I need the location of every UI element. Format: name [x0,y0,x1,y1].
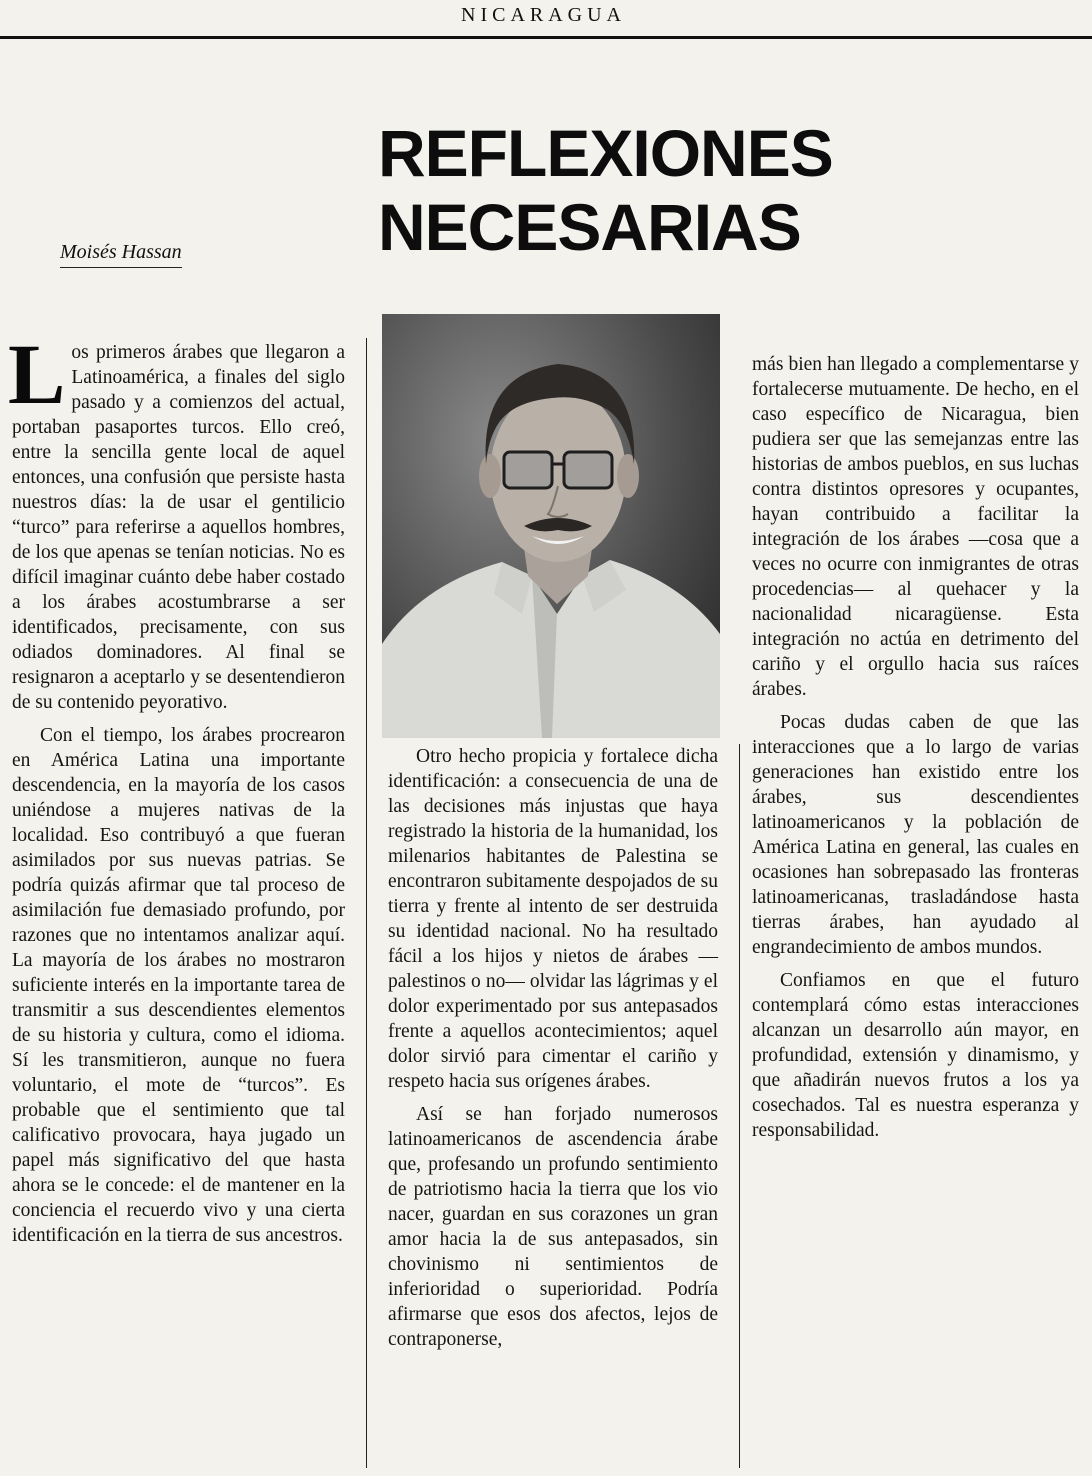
title-line-1: REFLEXIONES [378,116,833,190]
header-rule [0,36,1092,39]
author-byline: Moisés Hassan [60,241,182,268]
column-1 [8,326,345,1248]
paragraph: Confiamos en que el futuro contemplará cómo estas interacciones alcanzan un desarrollo aún mayor, en profundidad, extensión y dinamismo, y que añadirán nuevos frutos a los ya cosechados. Tal es nuestra esperanza y responsabilidad. [752,970,1079,1141]
paragraph: Otro hecho propicia y fortalece dicha identificación: a consecuencia de una de las decisiones más injustas que haya registrado la historia de la humanidad, los milenarios habitantes de Palestina se encontraron subitamente despojados de su tierra y frente al intento de ser destruida su identidad nacional. No ha resultado fácil a los hijos y nietos de árabes —palestinos o no— olvidar las lágrimas y el dolor experimentado por sus antepasados frente a aquellos acontecimientos; aquel dolor sirvió para cimentar el cariño y respeto hacia sus orígenes árabes. [388,746,718,1092]
drop-cap: L [8,326,66,422]
author-photo [382,314,720,738]
paragraph: Con el tiempo, los árabes procrearon en América Latina una importante descendencia, en la mayoría de los casos uniéndose a mujeres nativas de la localidad. Eso contribuyó a que fueran asimilados por sus nuevas patrias. Se podría quizás afirmar que tal proceso de asimilación fue demasiado profundo, por razones que no intentamos analizar aquí. La mayoría de los árabes no mostraron suficiente interés en la importante tarea de transmitir a sus descendientes elementos de su historia y cultura, como el idioma. Sí les transmitieron, aunque no fuera voluntario, el mote de “turcos”. Es probable que el sentimiento que tal calificativo provocara, haya jugado un papel más significativo del que hasta ahora se le concede: el de mantener en la conciencia el recuerdo vivo y una cierta identificación en la tierra de sus ancestros. [12,725,345,1246]
column-2 [388,744,718,1352]
article-title [378,116,878,264]
column-rule-left [366,338,367,1468]
title-line-2: NECESARIAS [378,190,801,264]
column-rule-right [739,744,740,1468]
paragraph: Pocas dudas caben de que las interacciones que a lo largo de varias generaciones han existido entre los árabes, sus descendientes latinoamericanos y la población de América Latina en general, las cuales en ocasiones han sobrepasado las fronteras latinoamericanas, trasladándose hasta tierras árabes, han ayudado al engrandecimiento de ambos mundos. [752,712,1079,958]
column-3 [752,352,1079,1143]
paragraph: más bien han llegado a complementarse y fortalecerse mutuamente. De hecho, en el caso específico de Nicaragua, bien pudiera ser que las semejanzas entre las historias de ambos pueblos, en sus luchas contra distintos opresores y ocupantes, hayan contribuido a facilitar la integración de los árabes —cosa que a veces no ocurre con inmigrantes de otras procedencias— al quehacer y la nacionalidad nicaragüense. Esta integración no actúa en detrimento del cariño y el orgullo hacia sus raíces árabes. [752,354,1079,700]
paragraph [8,326,345,715]
section-label: NICARAGUA [461,4,626,26]
paragraph-text: os primeros árabes que llegaron a Latinoamérica, a finales del siglo pasado y a comienzos del actual, portaban pasaportes turcos. Ello creó, entre la sencilla gente local de aquel entonces, una confusión que persiste hasta nuestros días: la de usar el gentilicio “turco” para referirse a aquellos hombres, de los que apenas se tenían noticias. No es difícil imaginar cuánto debe haber costado a los árabes acostumbrarse a ser identificados, precisamente, con sus odiados dominadores. Al final se resignaron a aceptarlo y se desentendieron de su contenido peyorativo. [12,342,345,713]
section-header [0,0,1092,42]
portrait-illustration [382,314,720,738]
paragraph: Así se han forjado numerosos latinoamericanos de ascendencia árabe que, profesando un profundo sentimiento de patriotismo hacia la tierra que los vio nacer, guardan en sus corazones un gran amor hacia la de sus antepasados, sin chovinismo ni sentimientos de inferioridad o superioridad. Podría afirmarse que esos dos afectos, lejos de contraponerse, [388,1104,718,1350]
